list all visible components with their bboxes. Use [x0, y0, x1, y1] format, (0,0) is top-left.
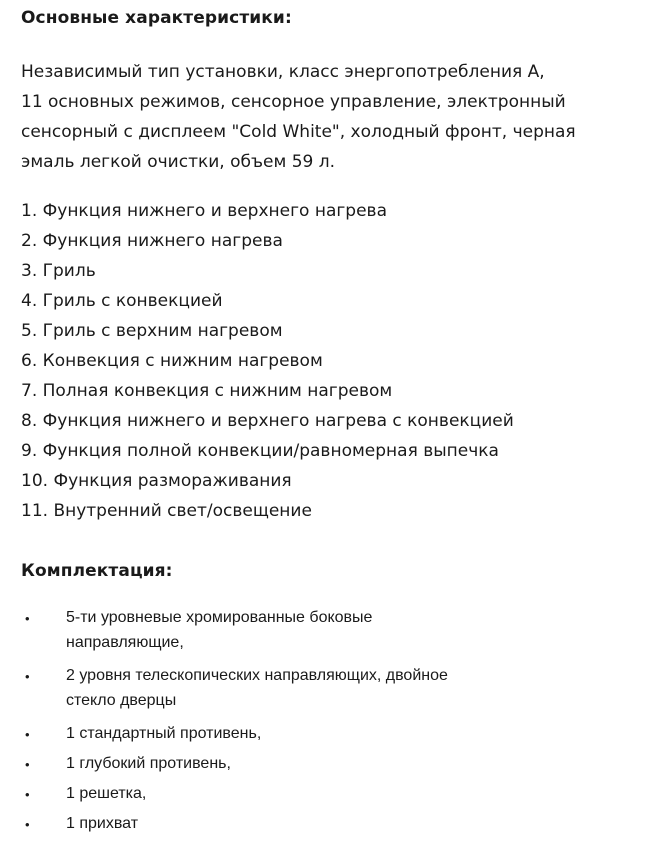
description-line: эмаль легкой очистки, объем 59 л. — [21, 152, 335, 172]
kit-item — [0, 605, 536, 655]
mode-item: 3. Гриль — [21, 261, 96, 281]
kit-item — [0, 781, 536, 806]
mode-item: 10. Функция размораживания — [21, 471, 292, 491]
mode-item: 11. Внутренний свет/освещение — [21, 501, 312, 521]
mode-item: 9. Функция полной конвекции/равномерная выпечка — [21, 441, 499, 461]
mode-item: 6. Конвекция с нижним нагревом — [21, 351, 323, 371]
modes-list — [21, 196, 514, 526]
kit-item-text: 1 решетка, — [66, 785, 147, 802]
description-paragraph — [21, 57, 641, 177]
bullet-icon: • — [25, 787, 30, 802]
kit-item-text: 5-ти уровневые хромированные боковые — [66, 609, 373, 626]
kit-item — [0, 751, 536, 776]
kit-item-text: 2 уровня телескопических направляющих, двойное — [66, 667, 448, 684]
bullet-icon: • — [25, 817, 30, 832]
kit-item-text: 1 глубокий противень, — [66, 755, 231, 772]
mode-item: 5. Гриль с верхним нагревом — [21, 321, 283, 341]
kit-item-text: 1 прихват — [66, 815, 139, 832]
description-line: 11 основных режимов, сенсорное управление, электронный — [21, 92, 566, 112]
bullet-icon: • — [25, 757, 30, 772]
kit-item — [0, 663, 536, 713]
kit-heading: Комплектация: — [21, 561, 173, 581]
description-line: Независимый тип установки, класс энергопотребления А, — [21, 62, 545, 82]
bullet-icon: • — [25, 669, 30, 684]
bullet-icon: • — [25, 727, 30, 742]
kit-list — [0, 605, 536, 841]
mode-item: 2. Функция нижнего нагрева — [21, 231, 283, 251]
main-characteristics-heading: Основные характеристики: — [21, 8, 292, 28]
description-line: сенсорный с дисплеем "Cold White", холодный фронт, черная — [21, 122, 576, 142]
mode-item: 7. Полная конвекция с нижним нагревом — [21, 381, 393, 401]
mode-item: 8. Функция нижнего и верхнего нагрева с конвекцией — [21, 411, 514, 431]
kit-item-text: 1 стандартный противень, — [66, 725, 262, 742]
kit-item — [0, 721, 536, 746]
mode-item: 1. Функция нижнего и верхнего нагрева — [21, 201, 387, 221]
kit-item — [0, 811, 536, 836]
kit-item-text: направляющие, — [66, 634, 184, 651]
kit-item-text: стекло дверцы — [66, 692, 177, 709]
mode-item: 4. Гриль с конвекцией — [21, 291, 223, 311]
bullet-icon: • — [25, 611, 30, 626]
